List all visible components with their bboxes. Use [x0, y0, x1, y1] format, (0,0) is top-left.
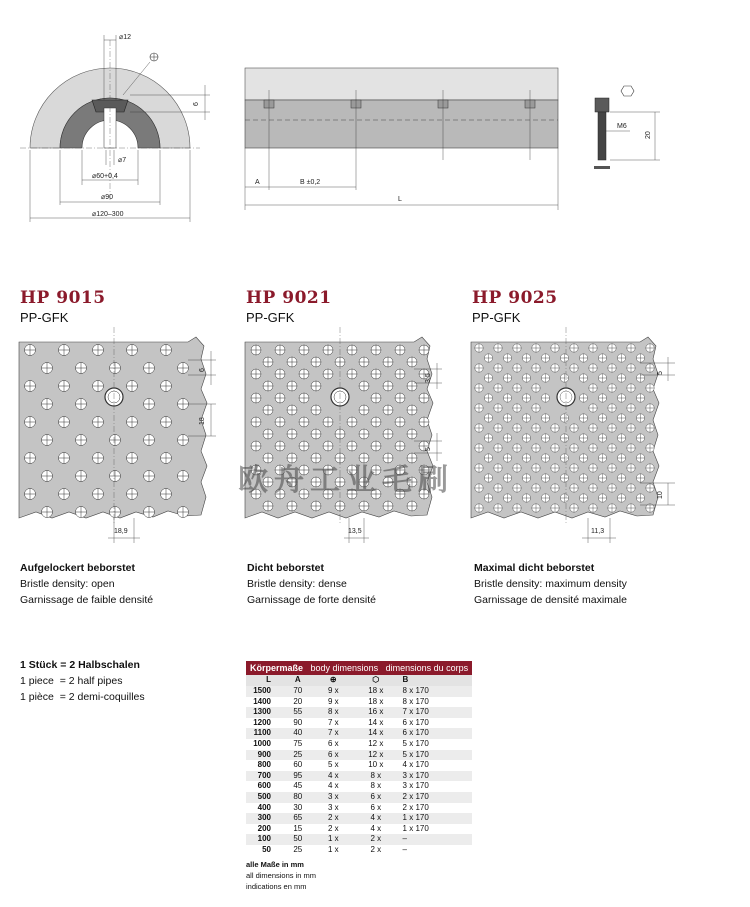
dim-l: L [398, 196, 402, 203]
dim-open-v1: 6 [199, 368, 206, 372]
table-cell: 4 x [370, 823, 382, 833]
table-cell: 800 [257, 760, 271, 770]
dim-dense-v2: 5 [425, 447, 432, 451]
table-cell: 6 x 170 [400, 728, 473, 739]
table-cell: 1 x 170 [402, 823, 429, 833]
table-cell: 20 [293, 696, 303, 706]
footnote-fr: indications en mm [246, 881, 307, 891]
table-row [246, 750, 472, 761]
table-row [246, 771, 472, 782]
table-header-fr: dimensions du corps [385, 663, 469, 673]
description-open [20, 560, 153, 608]
dim-6: 6 [193, 102, 200, 106]
table-row [246, 718, 472, 729]
dim-120: ⌀120–300 [92, 211, 124, 218]
description-dense [247, 560, 376, 608]
panel-subtitle-hp9021: PP-GFK [246, 310, 295, 325]
dimensions-table-wrapper [246, 661, 472, 892]
description-maximum [474, 560, 627, 608]
dim-dense-h: 13,5 [348, 528, 362, 535]
hole-pattern-open [18, 325, 223, 547]
panel-subtitle-hp9015: PP-GFK [20, 310, 69, 325]
col-header-l: L [246, 675, 281, 686]
dim-7: ⌀7 [118, 157, 127, 164]
table-row [246, 845, 472, 856]
table-cell: 1 x 170 [400, 813, 473, 824]
table-cell: 14 x [352, 728, 400, 739]
table-cell: 1100 [246, 728, 281, 739]
table-cell: 5 x 170 [400, 750, 473, 761]
table-cell: 18 x [352, 686, 400, 697]
col-header-hexagon-icon: ⬡ [352, 675, 400, 686]
table-cell: 6 x [370, 802, 382, 812]
panel-title-hp9021: HP 9021 [246, 288, 332, 308]
dim-max-v1: 5 [657, 371, 664, 375]
table-row [246, 813, 472, 824]
table-cell: 2 x 170 [400, 792, 473, 803]
footnote-en: all dimensions in mm [246, 870, 317, 880]
table-cell: – [402, 844, 407, 854]
table-row [246, 834, 472, 845]
table-header-en: body dimensions [310, 663, 379, 673]
table-row [246, 803, 472, 814]
footnote-de: alle Maße in mm [246, 859, 304, 869]
table-cell: 3 x [315, 792, 353, 803]
dim-m6: M6 [617, 123, 627, 130]
table-cell: 5 x [327, 760, 339, 770]
table-cell: 55 [281, 707, 315, 718]
pieces-line-en: 1 piece = 2 half pipes [20, 675, 123, 687]
table-row [246, 781, 472, 792]
table-cell: 95 [281, 771, 315, 782]
col-header-hole-icon: ⊕ [315, 675, 353, 686]
table-header [246, 661, 472, 675]
dim-12: ⌀12 [119, 34, 132, 41]
table-cell: 1 x [327, 844, 339, 854]
table-cell: 10 x [368, 760, 384, 770]
table-cell: 25 [281, 750, 315, 761]
table-header-de: Körpermaße [250, 663, 304, 673]
table-cell: 4 x [352, 813, 400, 824]
table-cell: 8 x [315, 707, 353, 718]
table-cell: 500 [246, 792, 281, 803]
density-label-fr: Garnissage de densité maximale [474, 594, 627, 606]
col-header-b: B [400, 675, 473, 686]
table-cell: 9 x [315, 686, 353, 697]
table-cell: 9 x [327, 696, 339, 706]
table-row [246, 739, 472, 750]
pieces-note [20, 657, 145, 705]
table-cell: 3 x [327, 802, 339, 812]
table-cell: 4 x 170 [402, 760, 429, 770]
panel-subtitle-hp9025: PP-GFK [472, 310, 521, 325]
table-cell: 2 x [315, 813, 353, 824]
panel-title-hp9025: HP 9025 [472, 288, 558, 308]
col-header-a: A [281, 675, 315, 686]
table-cell: – [400, 834, 473, 845]
table-cell: 700 [246, 771, 281, 782]
dim-open-v2: 18 [199, 417, 206, 425]
table-cell: 1500 [246, 686, 281, 697]
table-cell: 2 x 170 [402, 802, 429, 812]
table-cell: 1000 [253, 738, 271, 748]
table-cell: 90 [293, 717, 303, 727]
density-label-fr: Garnissage de faible densité [20, 594, 154, 606]
hole-pattern-maximum [470, 325, 680, 547]
table-cell: 6 x [327, 738, 339, 748]
density-label-de: Aufgelockert beborstet [20, 562, 135, 574]
table-cell: 70 [281, 686, 315, 697]
table-cell: 75 [293, 738, 303, 748]
table-cell: 2 x [370, 844, 382, 854]
density-label-en: Bristle density: maximum density [474, 578, 627, 590]
table-cell: 900 [246, 750, 281, 761]
side-view [245, 68, 558, 210]
dim-a: A [255, 179, 260, 186]
table-cell: 7 x [315, 728, 353, 739]
table-cell: 200 [257, 823, 271, 833]
table-cell: 18 x [368, 696, 384, 706]
table-cell: 7 x 170 [400, 707, 473, 718]
table-cell: 80 [281, 792, 315, 803]
table-cell: 2 x [327, 823, 339, 833]
table-row [246, 728, 472, 739]
table-cell: 3 x 170 [400, 771, 473, 782]
dim-dense-v1: 3,5 [425, 373, 432, 383]
table-cell: 12 x [352, 750, 400, 761]
table-cell: 100 [246, 834, 281, 845]
table-cell: 1300 [246, 707, 281, 718]
table-cell: 1400 [253, 696, 271, 706]
dim-20: 20 [645, 131, 652, 139]
table-cell: 8 x 170 [400, 686, 473, 697]
table-cell: 8 x [352, 771, 400, 782]
table-cell: 6 x [315, 750, 353, 761]
table-row [246, 760, 472, 771]
table-cell: 14 x [368, 717, 384, 727]
density-label-fr: Garnissage de forte densité [247, 594, 376, 606]
dim-90: ⌀90 [101, 194, 114, 201]
dim-b: B ±0,2 [300, 179, 321, 186]
table-cell: 4 x [327, 781, 339, 791]
table-row [246, 824, 472, 835]
table-cell: 65 [281, 813, 315, 824]
technical-drawing [0, 0, 750, 240]
pieces-line-fr: 1 pièce = 2 demi-coquilles [20, 691, 145, 703]
table-cell: 8 x 170 [402, 696, 429, 706]
table-column-headers [246, 675, 472, 686]
table-cell: 8 x [370, 781, 382, 791]
dimensions-table [246, 661, 472, 856]
dim-max-h: 11,3 [591, 528, 605, 535]
table-cell: 25 [293, 844, 303, 854]
density-label-en: Bristle density: open [20, 578, 115, 590]
table-row [246, 792, 472, 803]
table-cell: 50 [281, 834, 315, 845]
pieces-line-de: 1 Stück = 2 Halbschalen [20, 659, 140, 671]
table-row [246, 707, 472, 718]
table-cell: 6 x [352, 792, 400, 803]
table-cell: 12 x [368, 738, 384, 748]
table-cell: 60 [293, 760, 303, 770]
panel-title-hp9015: HP 9015 [20, 288, 106, 308]
table-cell: 300 [246, 813, 281, 824]
dim-max-v2: 10 [657, 491, 664, 499]
table-row [246, 697, 472, 708]
density-label-de: Maximal dicht beborstet [474, 562, 595, 574]
table-cell: 4 x [315, 771, 353, 782]
screw-detail [594, 86, 660, 169]
table-cell: 16 x [352, 707, 400, 718]
table-cell: 45 [293, 781, 303, 791]
table-cell: 15 [293, 823, 303, 833]
table-cell: 7 x [327, 717, 339, 727]
table-cell: 3 x 170 [402, 781, 429, 791]
density-label-en: Bristle density: dense [247, 578, 347, 590]
table-row [246, 686, 472, 697]
table-cell: 1200 [253, 717, 271, 727]
table-cell: 2 x [352, 834, 400, 845]
dim-60: ⌀60+0,4 [92, 173, 118, 180]
table-cell: 6 x 170 [402, 717, 429, 727]
table-cell: 40 [281, 728, 315, 739]
table-footnote [246, 859, 472, 892]
table-cell: 1 x [315, 834, 353, 845]
table-cell: 30 [293, 802, 303, 812]
table-cell: 400 [257, 802, 271, 812]
table-cell: 50 [262, 844, 271, 854]
density-label-de: Dicht beborstet [247, 562, 325, 574]
table-cell: 5 x 170 [402, 738, 429, 748]
table-cell: 600 [257, 781, 271, 791]
dim-open-h: 18,9 [114, 528, 128, 535]
watermark: 欧舟工业毛刷 [238, 463, 454, 498]
hole-pattern-dense [244, 325, 449, 547]
